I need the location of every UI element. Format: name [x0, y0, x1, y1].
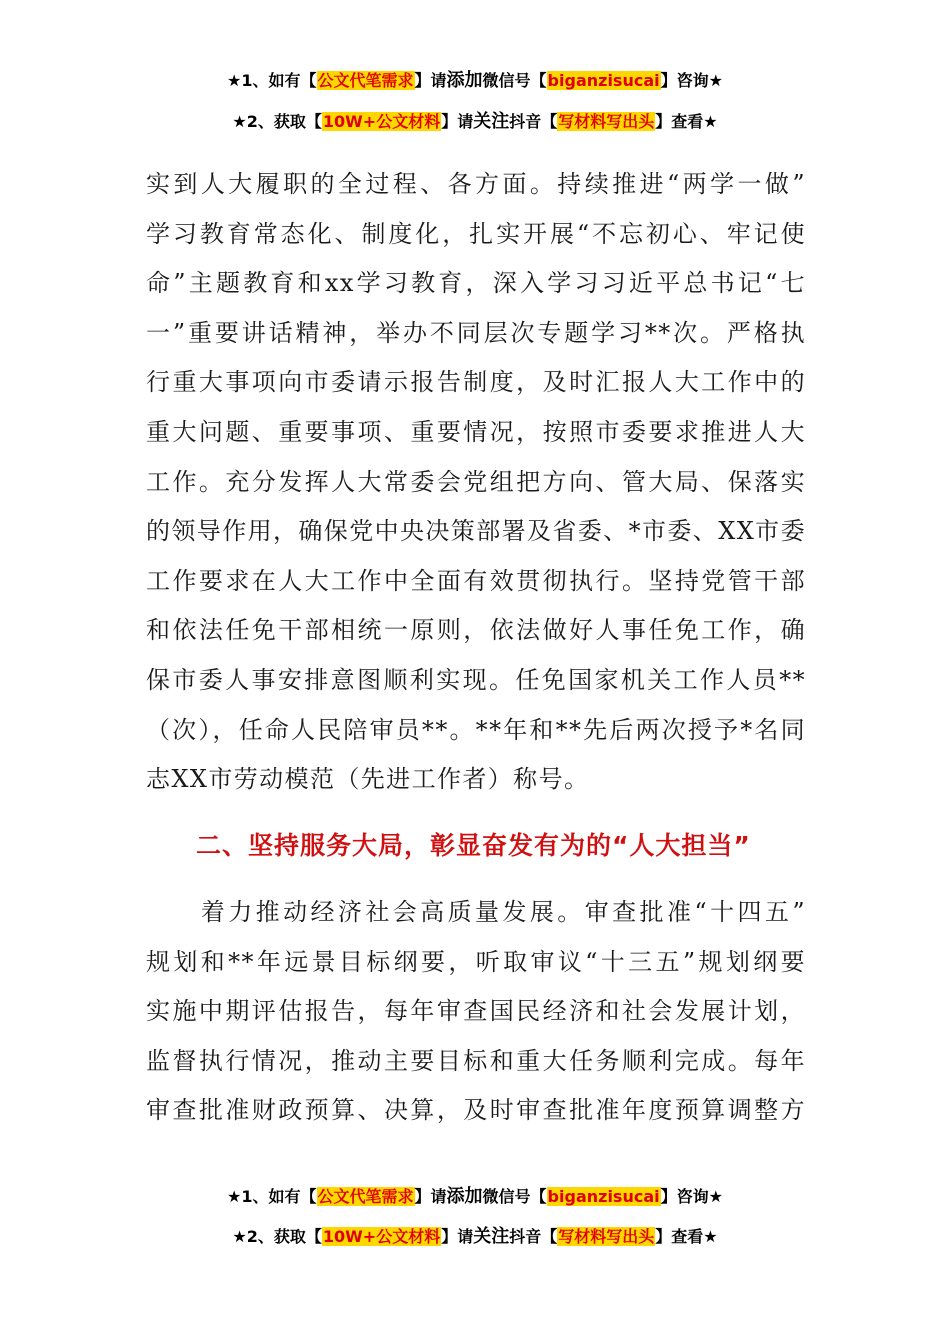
banner-text: 】请 [414, 71, 447, 90]
banner-text: ★2、获取【 [232, 112, 322, 131]
banner-text: 微信号【 [482, 71, 547, 90]
banner-text: ★1、如有【 [227, 71, 317, 90]
banner-emphasis: 关注 [473, 111, 510, 132]
banner-text: ★2、获取【 [232, 1227, 322, 1246]
banner-emphasis: 添加 [446, 70, 483, 91]
text-line: 保市委人事安排意图顺利实现。任免国家机关工作人员** [146, 665, 806, 694]
text-line: 志XX市劳动模范（先进工作者）称号。 [146, 765, 590, 794]
text-line: 和依法任免干部相统一原则，依法做好人事任免工作，确 [146, 616, 806, 645]
text-line: 工作。充分发挥人大常委会党组把方向、管大局、保落实 [146, 467, 806, 496]
banner-text: 微信号【 [482, 1187, 547, 1206]
banner-text: 】请 [414, 1187, 447, 1206]
text-line: 实到人大履职的全过程、各方面。持续推进“两学一做” [146, 170, 806, 198]
text-line: 监督执行情况，推动主要目标和重大任务顺利完成。每年 [146, 1046, 806, 1075]
banner-highlight: 写材料写出头 [558, 1227, 655, 1246]
banner-text: 】咨询★ [660, 71, 723, 90]
text-line: 工作要求在人大工作中全面有效贯彻执行。坚持党管干部 [146, 566, 806, 595]
banner-highlight: 公文代笔需求 [317, 1187, 414, 1206]
text-line: 的领导作用，确保党中央决策部署及省委、*市委、XX市委 [146, 517, 806, 546]
promo-banner-line-1 [0, 70, 950, 92]
banner-text: 】请 [441, 112, 474, 131]
text-line: 一”重要讲话精神，举办不同层次专题学习**次。严格执 [146, 318, 806, 347]
text-line: 着力推动经济社会高质量发展。审查批准“十四五” [146, 898, 806, 926]
promo-banner-line-1-bottom [0, 1186, 950, 1208]
banner-text: 抖音【 [509, 112, 558, 131]
banner-text: ★1、如有【 [227, 1187, 317, 1206]
text-line: 规划和**年远景目标纲要，听取审议“十三五”规划纲要 [146, 947, 806, 976]
text-line: （次），任命人民陪审员**。**年和**先后两次授予*名同 [146, 715, 806, 744]
banner-highlight: 公文代笔需求 [317, 71, 414, 90]
body-paragraph-2 [146, 888, 806, 1136]
text-line: 行重大事项向市委请示报告制度，及时汇报人大工作中的 [146, 368, 806, 397]
banner-highlight: biganzisucai [547, 71, 660, 90]
banner-text: 】查看★ [655, 1227, 718, 1246]
banner-emphasis: 关注 [473, 1226, 510, 1247]
banner-emphasis: 添加 [446, 1186, 483, 1207]
section-heading: 二、坚持服务大局，彰显奋发有为的“人大担当” [196, 831, 751, 860]
text-line: 学习教育常态化、制度化，扎实开展“不忘初心、牢记使 [146, 219, 806, 248]
banner-text: 抖音【 [509, 1227, 558, 1246]
body-paragraph-1 [146, 160, 806, 805]
promo-banner-line-2-bottom [0, 1226, 950, 1248]
banner-highlight: 10W+公文材料 [322, 112, 441, 131]
text-line: 实施中期评估报告，每年审查国民经济和社会发展计划， [146, 997, 806, 1026]
text-line: 审查批准财政预算、决算，及时审查批准年度预算调整方 [146, 1096, 806, 1125]
banner-text: 】请 [441, 1227, 474, 1246]
banner-highlight: 10W+公文材料 [322, 1227, 441, 1246]
text-line: 重大问题、重要事项、重要情况，按照市委要求推进人大 [146, 417, 806, 446]
banner-text: 】查看★ [655, 112, 718, 131]
text-line: 命”主题教育和xx学习教育，深入学习习近平总书记“七 [146, 269, 806, 298]
banner-text: 】咨询★ [660, 1187, 723, 1206]
banner-highlight: biganzisucai [547, 1187, 660, 1206]
banner-highlight: 写材料写出头 [558, 112, 655, 131]
promo-banner-line-2 [0, 111, 950, 133]
